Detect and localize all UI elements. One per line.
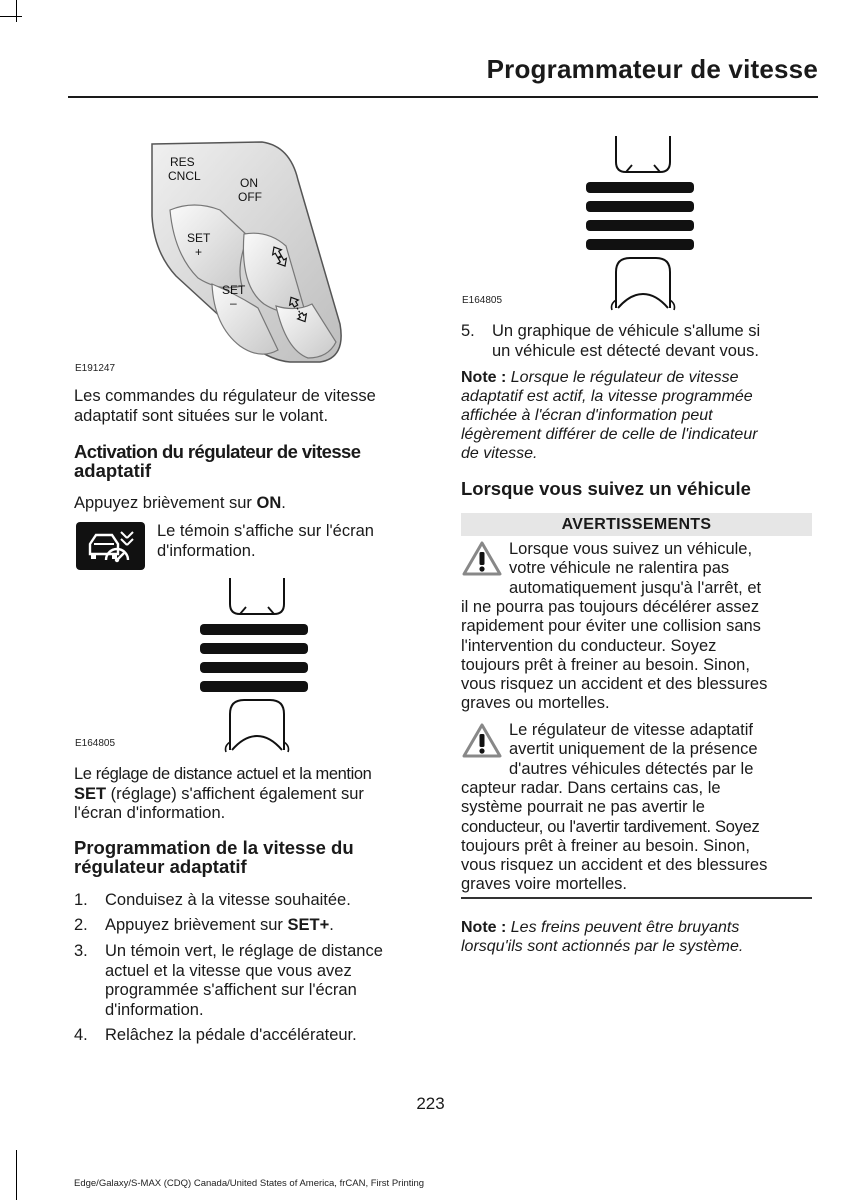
warning-triangle-icon <box>462 541 502 577</box>
page-number: 223 <box>416 1094 445 1113</box>
cncl-label: CNCL <box>168 169 201 183</box>
plus-sign-label: + <box>195 245 203 259</box>
distance-paragraph: Le réglage de distance actuel et la mention SET (réglage) s'affichent également sur l'écran d'information. <box>74 765 372 822</box>
set-plus-label: SET <box>187 231 211 245</box>
step-item: 2. Appuyez brièvement sur SET+. <box>74 916 334 934</box>
note-set-speed: Note : Lorsque le régulateur de vitesse adaptatif est actif, la vitesse programmée affichée à l'écran d'information peut légèrement différer de celle de l'indicateur de vitesse. <box>461 369 758 462</box>
crop-mark <box>16 1150 17 1200</box>
step-item: 4. Relâchez la pédale d'accélérateur. <box>74 1026 357 1044</box>
note-brakes: Note : Les freins peuvent être bruyants lorsqu'ils sont actionnés par le système. <box>461 919 744 955</box>
vehicle-detected-display-illustration <box>582 136 702 316</box>
steering-wheel-controls-illustration <box>140 136 350 366</box>
adaptive-cruise-indicator-icon <box>76 522 145 570</box>
step-item: 5. Un graphique de véhicule s'allume si un véhicule est détecté devant vous. <box>461 322 761 360</box>
step-item: 1. Conduisez à la vitesse souhaitée. <box>74 891 351 909</box>
indicator-description: Le témoin s'affiche sur l'écran d'information. <box>157 522 374 560</box>
figure-code: E191247 <box>75 363 116 374</box>
section-heading-following: Lorsque vous suivez un véhicule <box>461 478 751 499</box>
set-minus-label: SET <box>222 283 246 297</box>
press-on-instruction: Appuyez brièvement sur ON. <box>74 494 286 512</box>
crop-mark <box>0 16 22 17</box>
off-label: OFF <box>238 190 262 204</box>
warning-radar-detection-cont: capteur radar. Dans certains cas, le système pourrait ne pas avertir le conducteur, ou l'avertir tardivement. Soyez toujours prêt à freiner au besoin. Sinon, vous risquez un accident et des blessures graves voire mortelles. <box>461 779 768 894</box>
on-label: ON <box>240 176 258 190</box>
crop-mark <box>16 0 17 22</box>
warning-following-vehicle: Lorsque vous suivez un véhicule, votre véhicule ne ralentira pas automatiquement jusqu'à l'arrêt, et <box>509 540 762 597</box>
warning-radar-detection: Le régulateur de vitesse adaptatif avertit uniquement de la présence d'autres véhicules détectés par le <box>509 721 758 778</box>
warnings-title-bar: AVERTISSEMENTS <box>461 513 812 536</box>
gap-setting-display-illustration <box>196 578 316 758</box>
warning-following-vehicle-cont: il ne pourra pas toujours décélérer assez rapidement pour éviter une collision sans l'intervention du conducteur. Soyez toujours prêt à freiner au besoin. Sinon, vous risquez un accident et des blessures graves ou mortelles. <box>461 598 768 713</box>
gap-setting-display-figure <box>196 578 316 758</box>
vehicle-detected-display-figure <box>582 136 702 316</box>
print-info-footer: Edge/Galaxy/S-MAX (CDQ) Canada/United States of America, frCAN, First Printing <box>74 1178 425 1189</box>
warnings-bottom-divider <box>461 897 812 899</box>
intro-paragraph: Les commandes du régulateur de vitesse adaptatif sont situées sur le volant. <box>74 387 376 425</box>
page-title: Programmateur de vitesse <box>486 54 818 84</box>
steering-wheel-controls-figure <box>140 136 350 366</box>
section-heading-activation: Activation du régulateur de vitesse adaptatif <box>74 441 361 481</box>
figure-code: E164805 <box>75 738 116 749</box>
title-divider <box>68 96 818 98</box>
minus-sign-label: – <box>230 296 237 310</box>
figure-code: E164805 <box>462 295 503 306</box>
res-label: RES <box>170 155 195 169</box>
warning-triangle-icon <box>462 723 502 759</box>
step-item: 3. Un témoin vert, le réglage de distance actuel et la vitesse que vous avez programmée s'affichent sur l'écran d'information. <box>74 942 383 1019</box>
section-heading-programming: Programmation de la vitesse du régulateur adaptatif <box>74 837 354 877</box>
